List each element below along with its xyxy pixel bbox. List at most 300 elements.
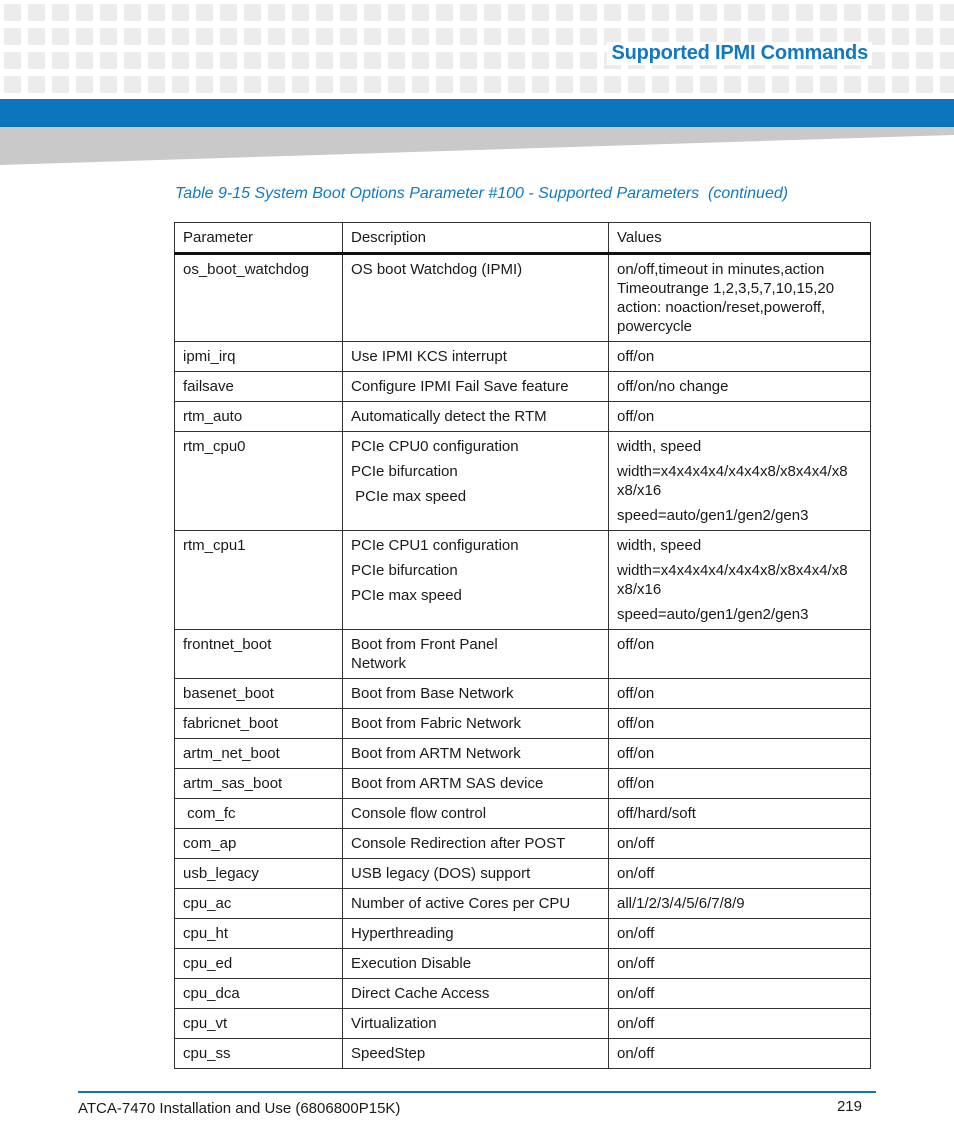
parameter-cell xyxy=(175,769,343,799)
pattern-square xyxy=(700,76,717,93)
pattern-square xyxy=(268,4,285,21)
table-row xyxy=(175,1039,871,1069)
description-text: PCIe max speed xyxy=(351,587,462,604)
pattern-square xyxy=(124,28,141,45)
pattern-square xyxy=(100,52,117,69)
parameter-cell xyxy=(175,432,343,531)
footer-document-title: ATCA-7470 Installation and Use (6806800P15K) xyxy=(78,1100,401,1117)
pattern-square xyxy=(892,52,909,69)
pattern-square xyxy=(316,4,333,21)
values-text: on/off xyxy=(617,1045,655,1062)
parameter-cell xyxy=(175,254,343,342)
parameter-name: fabricnet_boot xyxy=(183,715,279,732)
values-text: on/off xyxy=(617,865,655,882)
pattern-square xyxy=(532,28,549,45)
description-text: Execution Disable xyxy=(351,955,472,972)
pattern-square xyxy=(508,28,525,45)
description-text: Console flow control xyxy=(351,805,487,822)
description-text: Automatically detect the RTM xyxy=(351,408,547,425)
description-cell xyxy=(343,402,609,432)
pattern-square xyxy=(580,4,597,21)
pattern-square xyxy=(748,4,765,21)
parameter-name: artm_sas_boot xyxy=(183,775,283,792)
pattern-square xyxy=(244,52,261,69)
values-text: off/on/no change xyxy=(617,378,729,395)
pattern-square xyxy=(124,52,141,69)
description-text: Number of active Cores per CPU xyxy=(351,895,571,912)
description-cell xyxy=(343,1039,609,1069)
pattern-square xyxy=(532,4,549,21)
pattern-square xyxy=(100,4,117,21)
pattern-square xyxy=(820,76,837,93)
pattern-square xyxy=(340,52,357,69)
parameter-cell xyxy=(175,799,343,829)
pattern-square xyxy=(124,4,141,21)
parameter-cell xyxy=(175,1009,343,1039)
table-row xyxy=(175,372,871,402)
values-cell xyxy=(609,372,871,402)
pattern-square xyxy=(316,52,333,69)
values-cell xyxy=(609,630,871,679)
table-row xyxy=(175,709,871,739)
pattern-square xyxy=(52,76,69,93)
parameter-cell xyxy=(175,979,343,1009)
footer-rule xyxy=(78,1091,876,1093)
pattern-square xyxy=(220,4,237,21)
parameter-name: usb_legacy xyxy=(183,865,259,882)
description-text: Virtualization xyxy=(351,1015,437,1032)
table-row xyxy=(175,630,871,679)
pattern-square xyxy=(772,4,789,21)
values-text: off/on xyxy=(617,745,655,762)
parameter-name: cpu_ac xyxy=(183,895,232,912)
pattern-square xyxy=(868,4,885,21)
values-cell xyxy=(609,709,871,739)
pattern-square xyxy=(244,28,261,45)
table-row xyxy=(175,432,871,531)
table-row xyxy=(175,769,871,799)
pattern-square xyxy=(916,52,933,69)
parameter-cell xyxy=(175,859,343,889)
description-cell xyxy=(343,829,609,859)
values-cell xyxy=(609,402,871,432)
parameter-cell xyxy=(175,531,343,630)
parameter-name: artm_net_boot xyxy=(183,745,280,762)
pattern-square xyxy=(676,76,693,93)
description-cell xyxy=(343,949,609,979)
description-cell xyxy=(343,342,609,372)
pattern-square xyxy=(148,28,165,45)
values-cell xyxy=(609,889,871,919)
pattern-square xyxy=(604,4,621,21)
description-cell xyxy=(343,769,609,799)
values-text: all/1/2/3/4/5/6/7/8/9 xyxy=(617,895,745,912)
description-text: Boot from Front Panel xyxy=(351,636,498,653)
pattern-square xyxy=(436,28,453,45)
values-text: off/hard/soft xyxy=(617,805,696,822)
pattern-square xyxy=(364,52,381,69)
parameter-cell xyxy=(175,1039,343,1069)
pattern-square xyxy=(556,28,573,45)
parameter-cell xyxy=(175,889,343,919)
values-cell xyxy=(609,342,871,372)
values-text: powercycle xyxy=(617,318,693,335)
description-cell xyxy=(343,919,609,949)
table-row xyxy=(175,254,871,342)
pattern-square xyxy=(196,76,213,93)
description-text: SpeedStep xyxy=(351,1045,426,1062)
table-row xyxy=(175,919,871,949)
pattern-square xyxy=(292,28,309,45)
table-row xyxy=(175,949,871,979)
pattern-square xyxy=(220,52,237,69)
pattern-square xyxy=(76,4,93,21)
parameter-cell xyxy=(175,739,343,769)
pattern-square xyxy=(484,76,501,93)
column-header-values: Values xyxy=(609,223,871,254)
pattern-square xyxy=(4,4,21,21)
pattern-square xyxy=(4,76,21,93)
pattern-square xyxy=(748,76,765,93)
description-cell xyxy=(343,1009,609,1039)
description-cell xyxy=(343,531,609,630)
pattern-square xyxy=(892,76,909,93)
pattern-square xyxy=(940,76,954,93)
pattern-square xyxy=(940,4,954,21)
pattern-square xyxy=(916,76,933,93)
page-heading: Supported IPMI Commands xyxy=(607,42,872,65)
description-text: USB legacy (DOS) support xyxy=(351,865,531,882)
parameter-name: com_ap xyxy=(183,835,237,852)
pattern-square xyxy=(436,4,453,21)
pattern-square xyxy=(28,52,45,69)
pattern-square xyxy=(676,4,693,21)
parameter-name: basenet_boot xyxy=(183,685,274,702)
pattern-square xyxy=(796,4,813,21)
pattern-square xyxy=(364,76,381,93)
description-text: Direct Cache Access xyxy=(351,985,490,1002)
parameter-name: os_boot_watchdog xyxy=(183,261,309,278)
values-text: on/off xyxy=(617,955,655,972)
parameter-name: failsave xyxy=(183,378,234,395)
pattern-square xyxy=(268,76,285,93)
pattern-square xyxy=(484,52,501,69)
description-text: Network xyxy=(351,655,407,672)
pattern-square xyxy=(316,28,333,45)
pattern-square xyxy=(412,76,429,93)
values-cell xyxy=(609,432,871,531)
pattern-square xyxy=(196,28,213,45)
values-text: off/on xyxy=(617,636,655,653)
pattern-square xyxy=(580,28,597,45)
description-text: PCIe CPU1 configuration xyxy=(351,537,519,554)
parameter-name: cpu_ed xyxy=(183,955,233,972)
pattern-square xyxy=(268,52,285,69)
pattern-square xyxy=(916,28,933,45)
pattern-square xyxy=(388,28,405,45)
pattern-square xyxy=(52,28,69,45)
values-text: Timeoutrange 1,2,3,5,7,10,15,20 xyxy=(617,280,835,297)
pattern-square xyxy=(436,76,453,93)
pattern-square xyxy=(820,4,837,21)
pattern-square xyxy=(796,76,813,93)
pattern-square xyxy=(460,4,477,21)
pattern-square xyxy=(532,52,549,69)
pattern-square xyxy=(292,76,309,93)
description-cell xyxy=(343,679,609,709)
values-text: speed=auto/gen1/gen2/gen3 xyxy=(617,606,809,623)
pattern-square xyxy=(196,52,213,69)
values-text: action: noaction/reset,poweroff, xyxy=(617,299,826,316)
pattern-square xyxy=(580,52,597,69)
table-row xyxy=(175,829,871,859)
pattern-square xyxy=(340,76,357,93)
pattern-square xyxy=(460,52,477,69)
description-text: PCIe bifurcation xyxy=(351,463,458,480)
pattern-square xyxy=(340,28,357,45)
pattern-square xyxy=(892,28,909,45)
values-text: on/off,timeout in minutes,action xyxy=(617,261,825,278)
values-text: width=x4x4x4x4/x4x4x8/x8x4x4/x8 x8/x16 xyxy=(617,562,852,598)
pattern-square xyxy=(172,76,189,93)
column-header-description: Description xyxy=(343,223,609,254)
description-cell xyxy=(343,254,609,342)
parameter-name: cpu_ht xyxy=(183,925,229,942)
pattern-square xyxy=(772,76,789,93)
description-text: PCIe bifurcation xyxy=(351,562,458,579)
values-cell xyxy=(609,859,871,889)
pattern-square xyxy=(364,28,381,45)
table-row xyxy=(175,859,871,889)
parameter-name: rtm_auto xyxy=(183,408,243,425)
values-cell xyxy=(609,799,871,829)
pattern-square xyxy=(28,4,45,21)
values-text: on/off xyxy=(617,925,655,942)
parameter-cell xyxy=(175,919,343,949)
values-cell xyxy=(609,1009,871,1039)
pattern-square xyxy=(148,52,165,69)
footer-page-number: 219 xyxy=(836,1098,862,1115)
pattern-square xyxy=(436,52,453,69)
parameter-name: cpu_vt xyxy=(183,1015,228,1032)
description-text: OS boot Watchdog (IPMI) xyxy=(351,261,523,278)
values-text: off/on xyxy=(617,685,655,702)
parameter-cell xyxy=(175,679,343,709)
description-cell xyxy=(343,372,609,402)
pattern-square xyxy=(652,76,669,93)
description-cell xyxy=(343,630,609,679)
pattern-square xyxy=(460,28,477,45)
table-header-row xyxy=(175,223,871,254)
pattern-square xyxy=(628,4,645,21)
values-cell xyxy=(609,829,871,859)
values-text: on/off xyxy=(617,835,655,852)
pattern-square xyxy=(580,76,597,93)
pattern-square xyxy=(316,76,333,93)
pattern-square xyxy=(76,52,93,69)
description-text: Boot from ARTM SAS device xyxy=(351,775,544,792)
pattern-square xyxy=(124,76,141,93)
table-caption: Table 9-15 System Boot Options Parameter #100 - Supported Parameters (continued) xyxy=(175,185,789,202)
description-text: Boot from Fabric Network xyxy=(351,715,522,732)
pattern-square xyxy=(220,76,237,93)
pattern-square xyxy=(412,4,429,21)
pattern-square xyxy=(724,76,741,93)
values-cell xyxy=(609,1039,871,1069)
values-text: speed=auto/gen1/gen2/gen3 xyxy=(617,507,809,524)
parameter-name: frontnet_boot xyxy=(183,636,272,653)
values-text: width=x4x4x4x4/x4x4x8/x8x4x4/x8 x8/x16 xyxy=(617,463,852,499)
pattern-square xyxy=(868,76,885,93)
description-cell xyxy=(343,432,609,531)
pattern-square xyxy=(4,52,21,69)
pattern-square xyxy=(388,4,405,21)
parameter-cell xyxy=(175,630,343,679)
values-cell xyxy=(609,531,871,630)
pattern-square xyxy=(508,52,525,69)
values-cell xyxy=(609,919,871,949)
pattern-square xyxy=(700,4,717,21)
table-row xyxy=(175,1009,871,1039)
pattern-square xyxy=(340,4,357,21)
pattern-square xyxy=(76,76,93,93)
pattern-square xyxy=(100,76,117,93)
pattern-square xyxy=(388,52,405,69)
pattern-square xyxy=(940,52,954,69)
pattern-square xyxy=(652,4,669,21)
description-cell xyxy=(343,979,609,1009)
parameter-name: ipmi_irq xyxy=(183,348,236,365)
description-cell xyxy=(343,859,609,889)
parameter-name: cpu_ss xyxy=(183,1045,231,1062)
pattern-square xyxy=(724,4,741,21)
values-cell xyxy=(609,254,871,342)
pattern-square xyxy=(940,28,954,45)
pattern-square xyxy=(556,76,573,93)
table-row xyxy=(175,979,871,1009)
pattern-square xyxy=(556,4,573,21)
column-header-parameter: Parameter xyxy=(175,223,343,254)
pattern-square xyxy=(844,76,861,93)
pattern-square xyxy=(292,4,309,21)
pattern-square xyxy=(628,76,645,93)
description-cell xyxy=(343,709,609,739)
pattern-square xyxy=(148,4,165,21)
values-cell xyxy=(609,949,871,979)
parameter-cell xyxy=(175,949,343,979)
description-text: Console Redirection after POST xyxy=(351,835,566,852)
parameter-cell xyxy=(175,342,343,372)
description-text: Boot from Base Network xyxy=(351,685,514,702)
values-cell xyxy=(609,679,871,709)
table-row xyxy=(175,889,871,919)
pattern-square xyxy=(484,4,501,21)
pattern-square xyxy=(508,4,525,21)
parameter-name: cpu_dca xyxy=(183,985,240,1002)
table-row xyxy=(175,799,871,829)
table-row xyxy=(175,739,871,769)
pattern-square xyxy=(4,28,21,45)
description-cell xyxy=(343,799,609,829)
pattern-square xyxy=(844,4,861,21)
parameter-cell xyxy=(175,829,343,859)
values-text: on/off xyxy=(617,985,655,1002)
description-cell xyxy=(343,739,609,769)
table-row xyxy=(175,402,871,432)
description-text: Hyperthreading xyxy=(351,925,454,942)
pattern-square xyxy=(556,52,573,69)
pattern-square xyxy=(364,4,381,21)
parameter-name: rtm_cpu0 xyxy=(183,438,246,455)
parameter-name: com_fc xyxy=(183,805,236,822)
pattern-square xyxy=(100,28,117,45)
header-blue-band xyxy=(0,99,954,127)
pattern-square xyxy=(532,76,549,93)
values-text: width, speed xyxy=(617,438,702,455)
pattern-square xyxy=(148,76,165,93)
pattern-square xyxy=(28,76,45,93)
values-text: off/on xyxy=(617,408,655,425)
description-text: Configure IPMI Fail Save feature xyxy=(351,378,569,395)
values-text: on/off xyxy=(617,1015,655,1032)
header-gray-swoosh xyxy=(0,127,954,165)
pattern-square xyxy=(28,28,45,45)
pattern-square xyxy=(388,76,405,93)
values-cell xyxy=(609,739,871,769)
description-text: PCIe max speed xyxy=(351,488,467,505)
parameter-name: rtm_cpu1 xyxy=(183,537,246,554)
table-row xyxy=(175,531,871,630)
values-text: width, speed xyxy=(617,537,702,554)
values-cell xyxy=(609,769,871,799)
table-row xyxy=(175,342,871,372)
parameter-cell xyxy=(175,372,343,402)
pattern-square xyxy=(244,76,261,93)
pattern-square xyxy=(172,52,189,69)
pattern-square xyxy=(892,4,909,21)
pattern-square xyxy=(220,28,237,45)
description-text: PCIe CPU0 configuration xyxy=(351,438,519,455)
pattern-square xyxy=(268,28,285,45)
pattern-square xyxy=(508,76,525,93)
pattern-square xyxy=(196,4,213,21)
pattern-square xyxy=(52,4,69,21)
pattern-square xyxy=(292,52,309,69)
pattern-square xyxy=(460,76,477,93)
table-row xyxy=(175,679,871,709)
pattern-square xyxy=(412,52,429,69)
values-text: off/on xyxy=(617,715,655,732)
values-cell xyxy=(609,979,871,1009)
values-text: off/on xyxy=(617,775,655,792)
parameters-table xyxy=(174,222,871,1069)
parameter-cell xyxy=(175,709,343,739)
description-text: Use IPMI KCS interrupt xyxy=(351,348,507,365)
pattern-square xyxy=(52,52,69,69)
pattern-square xyxy=(604,76,621,93)
parameter-cell xyxy=(175,402,343,432)
pattern-square xyxy=(172,4,189,21)
values-text: off/on xyxy=(617,348,655,365)
pattern-square xyxy=(484,28,501,45)
pattern-square xyxy=(244,4,261,21)
description-cell xyxy=(343,889,609,919)
pattern-square xyxy=(76,28,93,45)
pattern-square xyxy=(172,28,189,45)
pattern-square xyxy=(916,4,933,21)
pattern-square xyxy=(412,28,429,45)
description-text: Boot from ARTM Network xyxy=(351,745,521,762)
